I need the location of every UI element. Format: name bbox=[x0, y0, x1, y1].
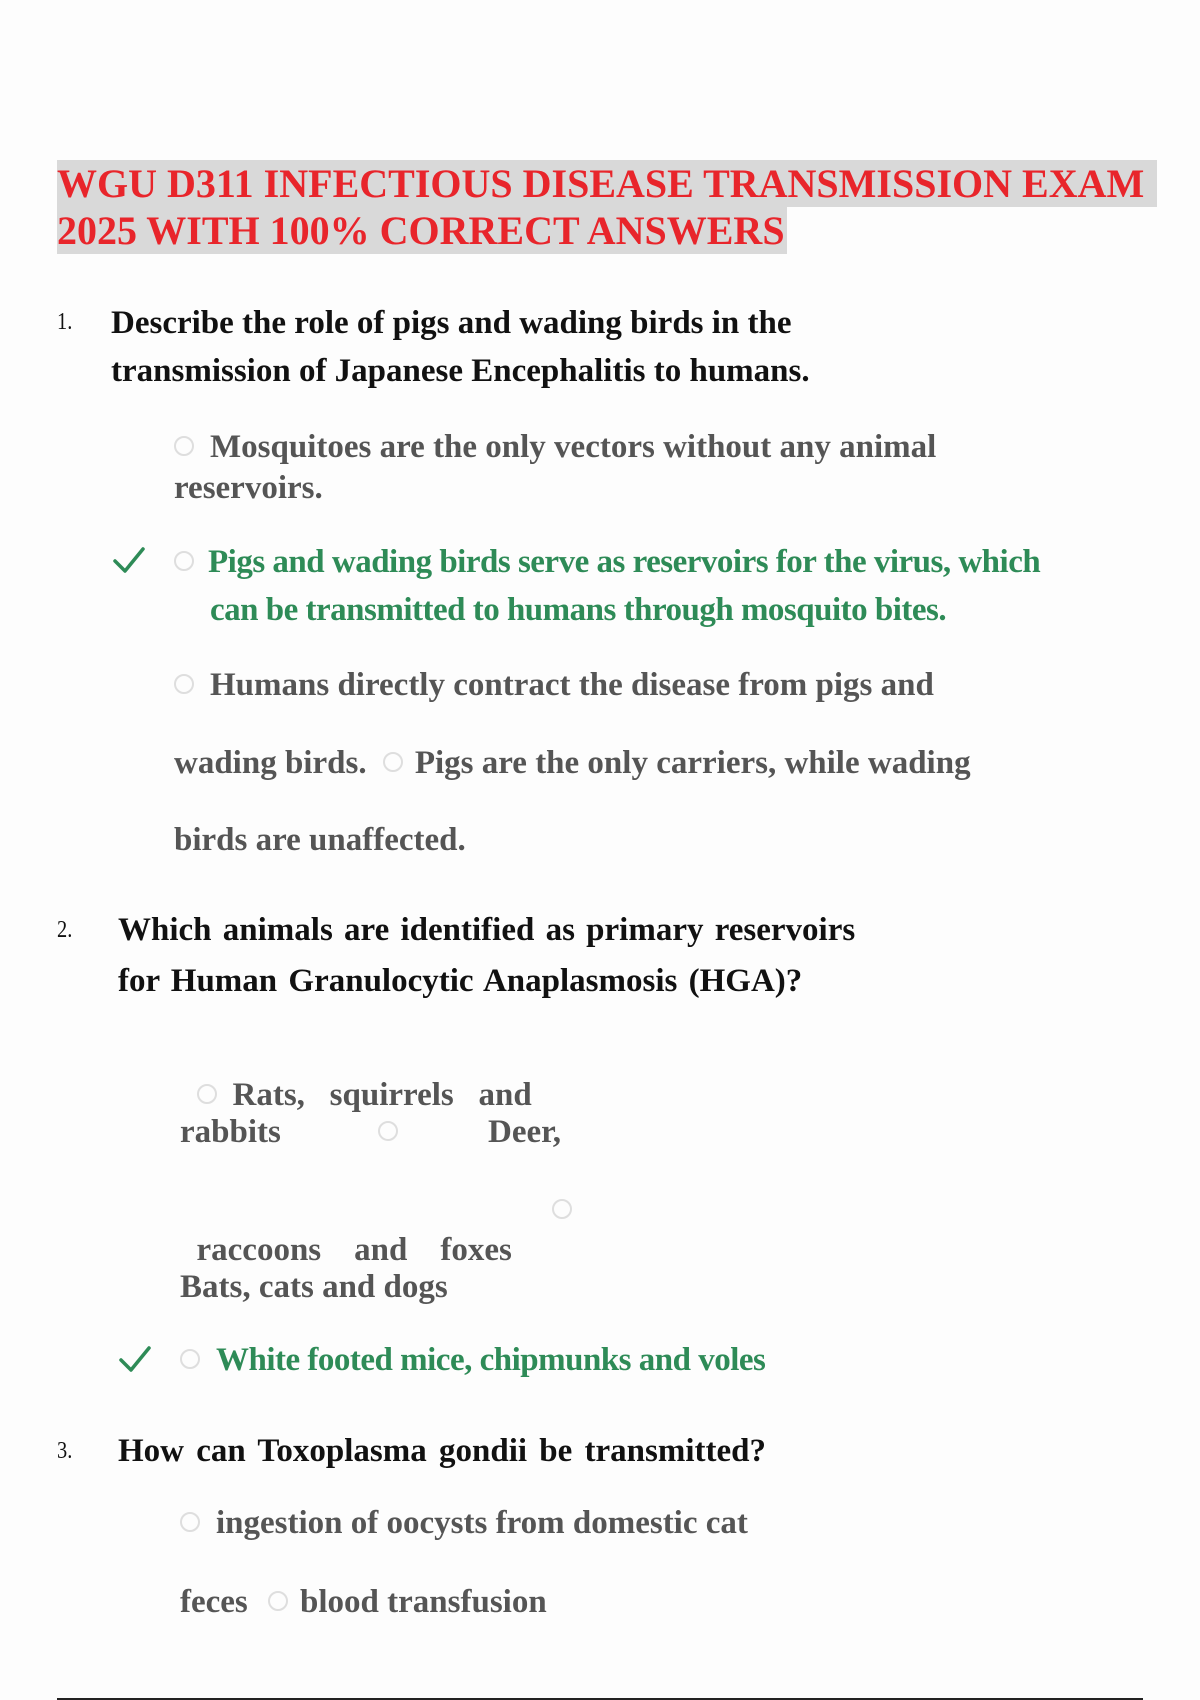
question-3-number: 3. bbox=[57, 1438, 73, 1464]
question-2-text bbox=[118, 906, 855, 1005]
q1-option-d-cont bbox=[174, 820, 466, 860]
checkmark-icon bbox=[112, 543, 146, 577]
q2-option-c[interactable] bbox=[552, 1190, 588, 1230]
q1-option-c-line-1: Humans directly contract the disease from pigs and bbox=[210, 667, 934, 703]
q1-option-b[interactable] bbox=[174, 542, 1040, 582]
q3-option-a[interactable] bbox=[180, 1503, 748, 1543]
question-3-text bbox=[118, 1427, 766, 1475]
radio-icon[interactable] bbox=[180, 1349, 200, 1369]
q1-option-d-line-2: birds are unaffected. bbox=[174, 822, 466, 858]
question-2-number: 2. bbox=[57, 917, 73, 943]
q2-option-b-cont bbox=[180, 1190, 512, 1270]
question-2-line-2: for Human Granulocytic Anaplasmosis (HGA)? bbox=[118, 963, 803, 999]
radio-icon[interactable] bbox=[197, 1084, 217, 1104]
q1-option-b-line-2: can be transmitted to humans through mosquito bites. bbox=[210, 592, 947, 628]
radio-icon[interactable] bbox=[552, 1199, 572, 1219]
q2-option-d[interactable] bbox=[180, 1340, 765, 1380]
document-title bbox=[57, 160, 1157, 254]
question-3-line-1: How can Toxoplasma gondii be transmitted? bbox=[118, 1433, 766, 1469]
radio-icon[interactable] bbox=[174, 436, 194, 456]
q2-option-b-line-2: raccoons and foxes bbox=[196, 1232, 512, 1268]
q3-option-a-b-row bbox=[180, 1582, 547, 1622]
q1-option-a[interactable] bbox=[174, 427, 936, 467]
radio-icon[interactable] bbox=[174, 551, 194, 571]
title-line-1: WGU D311 INFECTIOUS DISEASE TRANSMISSION EXAM bbox=[57, 160, 1157, 207]
radio-icon[interactable] bbox=[378, 1121, 398, 1141]
q2-option-a[interactable] bbox=[180, 1035, 532, 1115]
checkmark-icon bbox=[118, 1342, 152, 1376]
q1-option-c-line-2: wading birds. bbox=[174, 745, 367, 781]
q1-option-b-cont bbox=[210, 590, 946, 630]
q1-option-b-line-1: Pigs and wading birds serve as reservoirs for the virus, which bbox=[208, 544, 1041, 580]
q2-option-b[interactable] bbox=[378, 1112, 561, 1152]
radio-icon[interactable] bbox=[180, 1512, 200, 1532]
question-1-line-1: Describe the role of pigs and wading birds in the bbox=[111, 305, 792, 341]
radio-icon[interactable] bbox=[174, 674, 194, 694]
q1-option-a-line-1: Mosquitoes are the only vectors without any animal bbox=[210, 429, 937, 465]
q3-option-a-line-1: ingestion of oocysts from domestic cat bbox=[216, 1505, 748, 1541]
question-1-number: 1. bbox=[57, 309, 73, 335]
question-2-line-1: Which animals are identified as primary reservoirs bbox=[118, 912, 856, 948]
radio-icon[interactable] bbox=[383, 752, 403, 772]
question-1-text bbox=[111, 299, 810, 395]
q3-option-b-line-1: blood transfusion bbox=[300, 1584, 547, 1620]
q1-option-a-line-2: reservoirs. bbox=[174, 470, 323, 506]
q1-option-c-d-row bbox=[174, 743, 971, 783]
q1-option-d-line-1: Pigs are the only carriers, while wading bbox=[414, 745, 971, 781]
q2-option-a-line-1: Rats, squirrels and bbox=[232, 1077, 532, 1113]
q2-option-a-line-2: rabbits bbox=[180, 1114, 281, 1150]
title-line-2: 2025 WITH 100% CORRECT ANSWERS bbox=[57, 208, 785, 253]
q2-option-c-line-1: Bats, cats and dogs bbox=[180, 1269, 448, 1305]
q2-option-a-cont bbox=[180, 1112, 281, 1152]
q1-option-a-cont bbox=[174, 468, 323, 508]
q1-option-c[interactable] bbox=[174, 665, 934, 705]
q2-option-c-cont bbox=[180, 1267, 448, 1307]
radio-icon[interactable] bbox=[268, 1591, 288, 1611]
q3-option-a-line-2: feces bbox=[180, 1584, 248, 1620]
q2-option-b-line-1: Deer, bbox=[488, 1114, 561, 1150]
q2-option-d-line-1: White footed mice, chipmunks and voles bbox=[216, 1342, 766, 1378]
question-1-line-2: transmission of Japanese Encephalitis to humans. bbox=[111, 353, 810, 389]
